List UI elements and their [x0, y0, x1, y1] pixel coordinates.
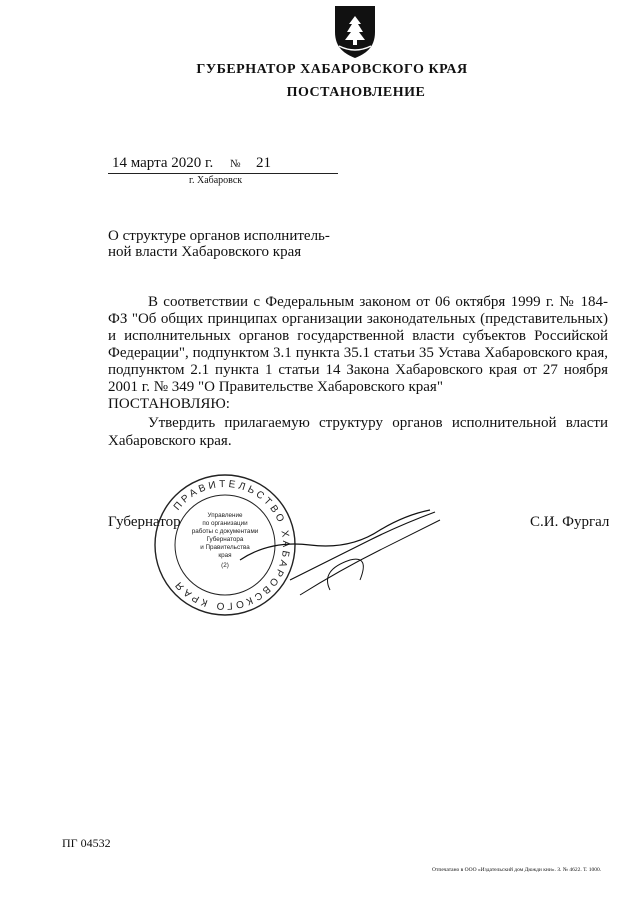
header-decree-title: ПОСТАНОВЛЕНИЕ	[286, 85, 426, 100]
stamp-line: работы с документами	[191, 528, 259, 535]
stamp-line: по организации	[202, 520, 248, 527]
document-code: ПГ 04532	[62, 836, 111, 850]
signatory-position: Губернатор	[108, 514, 181, 530]
decree-number: 21	[256, 155, 271, 171]
decree-clause: Утвердить прилагаемую структуру органов исполнительной власти Хабаровского края.	[108, 415, 608, 449]
stamp-ring-text: ПРАВИТЕЛЬСТВО ХАБАРОВСКОГО КРАЯ	[171, 478, 292, 612]
stamp-line: Управление	[207, 512, 243, 519]
stamp-line: края	[218, 552, 232, 559]
resolve-heading: ПОСТАНОВЛЯЮ:	[108, 396, 230, 412]
printer-imprint: Отпечатано в ООО «Издательский дом Дюжди кни». З. № 4622. Т. 1000.	[432, 867, 602, 873]
decree-preamble: В соответствии с Федеральным законом от 06 октября 1999 г. № 184-ФЗ "Об общих принципах организации законодательных (представительных) и исполнительных органов государственной власти субъектов Российской Федерации", подпунктом 3.1 пункта 35.1 статьи 35 Устава Хабаровского края, подпунктом 2.1 пункта 1 статьи 14 Закона Хабаровского края от 27 ноября 2001 г. № 349 "О Правительстве Хабаровского края"	[108, 294, 608, 395]
stamp-line: и Правительства	[200, 544, 250, 551]
date-underline	[108, 173, 338, 174]
city-label: г. Хабаровск	[189, 175, 243, 186]
handwritten-signature	[230, 500, 450, 600]
signatory-name: С.И. Фургал	[530, 514, 610, 530]
stamp-line: (2)	[221, 562, 229, 569]
decree-date: 14 марта 2020 г.	[112, 155, 214, 171]
stamp-line: Губернатора	[206, 536, 244, 543]
number-label: №	[230, 158, 241, 170]
decree-subject: О структуре органов исполнитель-ной власти Хабаровского края	[108, 228, 330, 260]
coat-of-arms-emblem	[331, 2, 379, 60]
header-governor-title: ГУБЕРНАТОР ХАБАРОВСКОГО КРАЯ	[196, 62, 468, 77]
